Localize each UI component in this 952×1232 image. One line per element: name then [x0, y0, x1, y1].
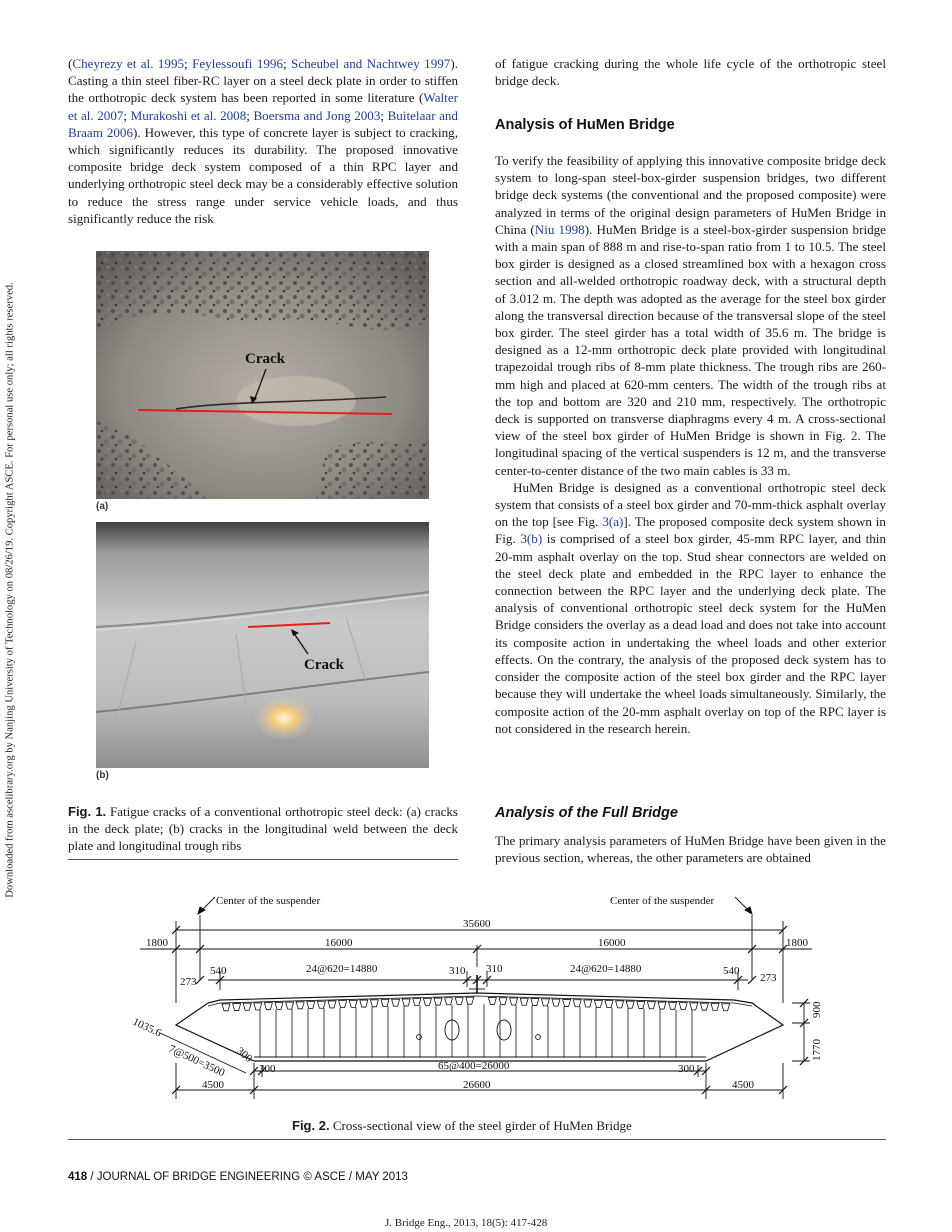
fig2-dim-300-left: 300: [259, 1063, 276, 1075]
fig2-dim-bottom-ribs-left: 7@500=3500: [166, 1042, 227, 1080]
fig1-caption: [68, 803, 458, 854]
fig2-dim-slope: 1035.6: [130, 1015, 164, 1040]
ref-boersma[interactable]: Boersma and Jong 2003: [253, 107, 381, 123]
fig1-caption-rule: [68, 859, 458, 860]
fig2-dim-300-vertical: 300: [234, 1045, 255, 1065]
ref-niu[interactable]: Niu 1998: [534, 221, 585, 237]
fig2-suspender-left: Center of the suspender: [216, 895, 321, 907]
ref-murakoshi[interactable]: Murakoshi et al. 2008: [130, 107, 247, 123]
fig2-dim-bottom-left: 4500: [202, 1079, 224, 1091]
fig2-dim-bottom-center: 26600: [463, 1079, 491, 1091]
download-notice: [2, 190, 18, 990]
fig2-dim-bottom-mid: 65@400=26000: [438, 1060, 510, 1072]
ref-walter[interactable]: Walter et al. 2007: [68, 90, 458, 123]
fig1a-crack-label: Crack: [245, 351, 285, 367]
fig2-dim-right-ribs: 24@620=14880: [570, 963, 642, 975]
fig2-dim-300-right: 300: [678, 1063, 695, 1075]
fig2-caption: [292, 1118, 632, 1134]
fig2-dim-1770: 1770: [811, 1039, 823, 1061]
right-paragraph-0: of fatigue cracking during the whole life cycle of the orthotropic steel bridge deck.: [495, 56, 886, 89]
heading-analysis-humen: Analysis of HuMen Bridge: [495, 117, 675, 133]
fig1b-crack-label: Crack: [304, 657, 344, 673]
heading-full-bridge: Analysis of the Full Bridge: [495, 805, 678, 821]
fig2-link[interactable]: 2: [850, 428, 858, 444]
journal-citation: J. Bridge Eng., 2013, 18(5): 417-428: [385, 1217, 548, 1229]
fig2-dim-right-273: 273: [760, 972, 777, 984]
ref-cheyrezy[interactable]: Cheyrezy et al. 1995: [72, 56, 185, 71]
fig2-caption-text: Cross-sectional view of the steel girder of HuMen Bridge: [329, 1118, 632, 1133]
fig2-dim-bottom-right: 4500: [732, 1079, 754, 1091]
fig2-dim-left-out: 1800: [146, 937, 168, 949]
fig2-dim-900: 900: [811, 1001, 823, 1018]
fig2-dim-310a: 310: [449, 965, 466, 977]
fig2-dim-right-half: 16000: [598, 937, 626, 949]
fig2-caption-number: Fig. 2.: [292, 1118, 330, 1133]
fig2-caption-rule: [68, 1139, 886, 1140]
right-column-last: [495, 832, 886, 866]
right-column-top: [495, 55, 886, 89]
fig2-dim-310b: 310: [486, 963, 503, 975]
fig2-dim-total: 35600: [463, 918, 491, 930]
right-paragraph-3: The primary analysis parameters of HuMen Bridge have been given in the previous section, whereas, the other parameters are obtained: [495, 833, 886, 866]
fig2-suspender-right: Center of the suspender: [610, 895, 715, 907]
fig2-dim-right-540: 540: [723, 965, 740, 977]
right-column-body: [495, 152, 886, 737]
fig1a-photo: [96, 251, 429, 499]
fig2-dim-left-540: 540: [210, 965, 227, 977]
fig3a-link[interactable]: 3(a): [602, 514, 624, 530]
fig1a-label: (a): [96, 501, 109, 512]
fig2-dim-left-ribs: 24@620=14880: [306, 963, 378, 975]
fig1b-photo: [96, 522, 429, 768]
journal-name: / JOURNAL OF BRIDGE ENGINEERING © ASCE / MAY 2013: [87, 1171, 408, 1183]
fig2-dim-right-out: 1800: [786, 937, 808, 949]
fig2-dim-left-half: 16000: [325, 937, 353, 949]
page-footer: [68, 1171, 408, 1183]
fig3b-link[interactable]: 3(b): [520, 531, 543, 547]
fig2-cross-section: [120, 885, 832, 1110]
fig1-caption-number: Fig. 1.: [68, 804, 107, 819]
ref-scheubel[interactable]: Scheubel and Nachtwey 1997: [291, 56, 451, 71]
page-number: 418: [68, 1171, 88, 1183]
fig1-caption-text: Fatigue cracks of a conventional orthotropic steel deck: (a) cracks in the deck plate; (b) cracks in the longitudinal weld between the deck plate and longitudinal trough ribs: [68, 804, 458, 853]
fig2-dim-left-273: 273: [180, 976, 197, 988]
left-paragraph-1: (Cheyrezy et al. 1995; Feylessoufi 1996; Scheubel and Nachtwey 1997). Casting a thin steel fiber-RC layer on a steel deck plate in order to stiffen the orthotropic deck system has been reported in some literature (Walter et al. 2007; Murakoshi et al. 2008; Boersma and Jong 2003; Buitelaar and Braam 2006). However, this type of concrete layer is subject to cracking, which significantly reduces its durability. The proposed innovative composite bridge deck system composed of a thin RPC layer and underlying orthotropic steel deck may be a considerably effective solution to reduce the stress range under service vehicle loads, and thus significantly reduce the risk: [68, 56, 458, 226]
right-paragraph-2: HuMen Bridge is designed as a conventional orthotropic steel deck system that consists of a steel box girder and 70-mm-thick asphalt overlay on the top [see Fig. 3(a)]. The proposed composite deck system shown in Fig. 3(b) is comprised of a steel box girder, 45-mm RPC layer, and thin 20-mm asphalt overlay on the top. Stud shear connectors are welded on the steel deck plate and embedded in the RPC layer to enhance the connection between the RPC layer and the underlying deck plate. The analysis of conventional orthotropic steel deck system for the HuMen Bridge considers the overlay as a dead load and does not take into account its composite action in undertaking the wheel loads and other exterior effects. On the contrary, the analysis of the proposed deck system has to consider the composite action of the steel box girder and the RPC layer because they will undertake the wheel loads simultaneously. Similarly, the composite action of the 20-mm asphalt overlay on top of the RPC layer is not considered in the research herein.: [495, 479, 886, 736]
ref-feylessoufi[interactable]: Feylessoufi 1996: [192, 56, 284, 71]
right-paragraph-1: To verify the feasibility of applying this innovative composite bridge deck system to long-span steel-box-girder suspension bridges, two different bridge deck systems (the conventional and the proposed composite) were analyzed in terms of the original design parameters of HuMen Bridge in China (Niu 1998). HuMen Bridge is a steel-box-girder suspension bridge with a main span of 888 m and rise-to-span ratio from 1 to 10.5. The steel box girder is designed as a closed streamlined box with a hexagon cross section and all-welded orthotropic roadway deck, with a structural depth of 3.012 m. The depth was adopted as the average for the steel box girder along the transversal direction because of the transversal slope of the steel box girder. The steel girder has a total width of 35.6 m. The bridge is designed as a 12-mm orthotropic deck plate provided with longitudinal trapezoidal trough ribs of 8-mm plate thickness. The trough ribs are 260-mm high and placed at 620-mm centers. The width of the trough ribs at the top and bottom are 320 and 210 mm, respectively. The orthotropic deck is supported on transverse diaphragms every 4 m. A cross-sectional view of the steel box girder of HuMen Bridge is shown in Fig. 2. The longitudinal spacing of the vertical suspenders is 12 m, and the transverse center-to-center distance of the two main cables is 33 m.: [495, 153, 886, 478]
left-column-text: [68, 55, 458, 227]
download-notice-text: Downloaded from ascelibrary.org by Nanjing University of Technology on 08/26/19. Copyright ASCE. For personal use only; all rights reserved.: [4, 282, 16, 898]
ref-buitelaar[interactable]: Buitelaar and Braam 2006: [68, 107, 458, 140]
fig1b-label: (b): [96, 770, 109, 781]
